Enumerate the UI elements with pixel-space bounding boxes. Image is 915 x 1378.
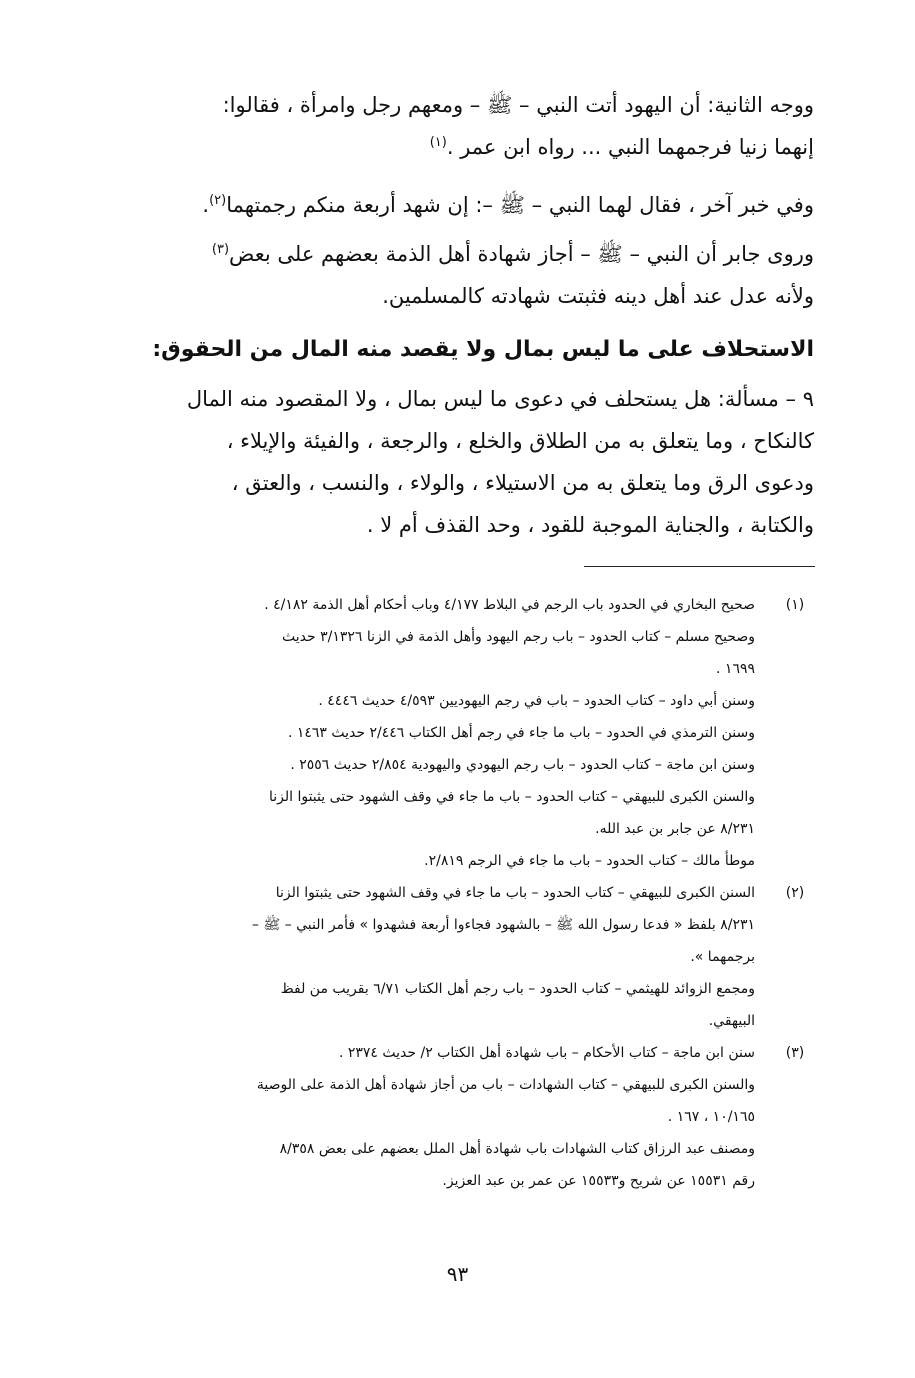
footnotes xyxy=(112,589,815,1197)
page-number: ٩٣ xyxy=(446,1262,469,1286)
footnote-line: موطأ مالك – كتاب الحدود – باب ما جاء في الرجم ٢/٨١٩. xyxy=(424,853,755,869)
footnote-line: السنن الكبرى للبيهقي – كتاب الحدود – باب ما جاء في وقف الشهود حتى يثبتوا الزنا xyxy=(275,885,755,901)
footnote-line: ٨/٢٣١ عن جابر بن عبد الله. xyxy=(595,821,755,837)
paragraph-2-text: وفي خبر آخر ، فقال لهما النبي – ﷺ –: إن شهد أربعة منكم رجمتهما xyxy=(226,193,814,217)
paragraph-2 xyxy=(112,184,814,226)
footnote-1 xyxy=(112,589,815,877)
paragraph-1-line-2-text: إنهما زنيا فرجمهما النبي ... رواه ابن عمر . xyxy=(446,135,814,159)
footnote-line: رقم ١٥٥٣١ عن شريح و١٥٥٣٣ عن عمر بن عبد العزيز. xyxy=(442,1173,755,1189)
paragraph-1 xyxy=(112,84,814,168)
paragraph-1-line-1: ووجه الثانية: أن اليهود أتت النبي – ﷺ – ومعهم رجل وامرأة ، فقالوا: xyxy=(222,93,814,117)
paragraph-3-line-2: ولأنه عدل عند أهل دينه فثبتت شهادته كالمسلمين. xyxy=(382,284,814,308)
paragraph-4-line-2: كالنكاح ، وما يتعلق به من الطلاق والخلع ، والرجعة ، والفيئة والإيلاء ، xyxy=(226,429,814,453)
footnote-line: والسنن الكبرى للبيهقي – كتاب الشهادات – باب من أجاز شهادة أهل الذمة على الوصية xyxy=(256,1077,755,1093)
paragraph-4-line-3: ودعوى الرق وما يتعلق به من الاستيلاء ، والولاء ، والنسب ، والعتق ، xyxy=(231,471,814,495)
paragraph-1-line-2 xyxy=(112,126,814,168)
paragraph-3-text: وروى جابر أن النبي – ﷺ – أجاز شهادة أهل الذمة بعضهم على بعض xyxy=(229,242,814,266)
footnote-line: ٨/٢٣١ بلفظ « فدعا رسول الله ﷺ – بالشهود فجاءوا أربعة فشهدوا » فأمر النبي – ﷺ – xyxy=(251,917,755,933)
footnote-3 xyxy=(112,1037,815,1197)
footnote-separator xyxy=(584,566,815,567)
footnote-line: صحيح البخاري في الحدود باب الرجم في البلاط ٤/١٧٧ وباب أحكام أهل الذمة ٤/١٨٢ . xyxy=(264,597,755,613)
footnote-line: وسنن ابن ماجة – كتاب الحدود – باب رجم اليهودي واليهودية ٢/٨٥٤ حديث ٢٥٥٦ . xyxy=(290,757,755,773)
footnote-3-number: (٣) xyxy=(785,1045,805,1061)
footnote-1-number: (١) xyxy=(785,597,805,613)
paragraph-3-line-1 xyxy=(112,233,814,275)
footnote-2 xyxy=(112,877,815,1037)
footnote-line: والسنن الكبرى للبيهقي – كتاب الحدود – باب ما جاء في وقف الشهود حتى يثبتوا الزنا xyxy=(268,789,755,805)
footnote-line: وصحيح مسلم – كتاب الحدود – باب رجم اليهود وأهل الذمة في الزنا ٣/١٣٢٦ حديث xyxy=(282,629,755,645)
paragraph-2-end: . xyxy=(202,193,210,217)
paragraph-4-line-4: والكتابة ، والجناية الموجبة للقود ، وحد القذف أم لا . xyxy=(366,513,814,537)
footnote-line: ١٠/١٦٥ ، ١٦٧ . xyxy=(667,1109,755,1125)
footnote-line: برجمهما ». xyxy=(690,949,755,965)
footnote-line: سنن ابن ماجة – كتاب الأحكام – باب شهادة أهل الكتاب ٢/ حديث ٢٣٧٤ . xyxy=(338,1045,755,1061)
footnote-line: ومجمع الزوائد للهيثمي – كتاب الحدود – باب رجم أهل الكتاب ٦/٧١ بقريب من لفظ xyxy=(280,981,755,997)
footnote-line: وسنن الترمذي في الحدود – باب ما جاء في رجم أهل الكتاب ٢/٤٤٦ حديث ١٤٦٣ . xyxy=(287,725,755,741)
footnote-line: البيهقي. xyxy=(708,1013,755,1029)
footnote-line: ١٦٩٩ . xyxy=(716,661,755,677)
section-heading: الاستحلاف على ما ليس بمال ولا يقصد منه المال من الحقوق: xyxy=(152,337,814,362)
paragraph-2-line-1 xyxy=(112,184,814,226)
footnote-line: وسنن أبي داود – كتاب الحدود – باب في رجم اليهوديين ٤/٥٩٣ حديث ٤٤٤٦ . xyxy=(318,693,755,709)
footnote-ref-1: (١) xyxy=(429,135,447,150)
footnote-2-number: (٢) xyxy=(785,885,805,901)
paragraph-3 xyxy=(112,233,814,317)
footnote-line: ومصنف عبد الرزاق كتاب الشهادات باب شهادة أهل الملل بعضهم على بعض ٨/٣٥٨ xyxy=(279,1141,755,1157)
footnote-ref-3: (٣) xyxy=(211,242,230,257)
footnote-ref-2: (٢) xyxy=(209,193,227,208)
paragraph-4 xyxy=(112,378,814,546)
paragraph-4-line-1: ٩ – مسألة: هل يستحلف في دعوى ما ليس بمال ، ولا المقصود منه المال xyxy=(186,387,814,411)
